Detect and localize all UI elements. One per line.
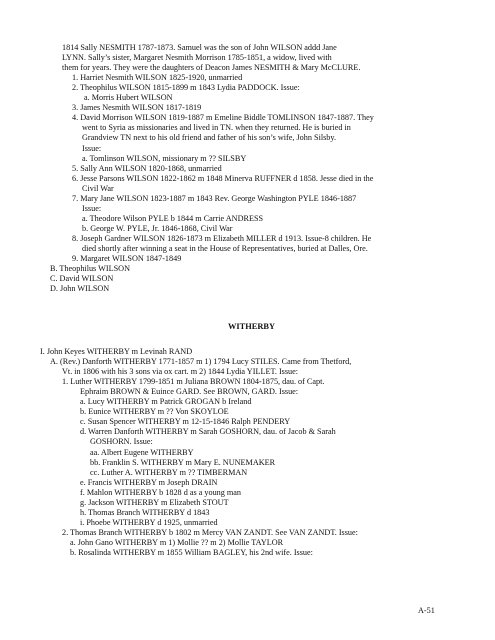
text-line: d. Warren Danforth WITHERBY m Sarah GOSHORN, dau. of Jacob & Sarah xyxy=(80,427,336,437)
text-line: 1814 Sally NESMITH 1787-1873. Samuel was the son of John WILSON addd Jane xyxy=(62,43,337,52)
text-line: 6. Jesse Parsons WILSON 1822-1862 m 1848 Minerva RUFFNER d 1858. Jesse died in the xyxy=(72,173,374,183)
text-line: B. Theophilus WILSON xyxy=(50,264,130,274)
text-line: i. Phoebe WITHERBY d 1925, unmarried xyxy=(80,517,218,527)
text-line: D. John WILSON xyxy=(50,284,110,294)
text-line: 1. Harriet Nesmith WILSON 1825-1920, unmarried xyxy=(72,73,243,83)
text-line: them for years. They were the daughters of Deacon James NESMITH & Mary McCLURE. xyxy=(62,63,361,73)
text-line: 9. Margaret WILSON 1847-1849 xyxy=(72,254,182,264)
text-line: b. George W. PYLE, Jr. 1846-1868, Civil War xyxy=(82,223,233,233)
text-line: e. Francis WITHERBY m Joseph DRAIN xyxy=(80,477,218,487)
text-line: bb. Franklin S. WITHERBY m Mary E. NUNEMAKER xyxy=(90,457,276,467)
text-line: h. Thomas Branch WITHERBY d 1843 xyxy=(80,507,210,517)
text-line: A. (Rev.) Danforth WITHERBY 1771-1857 m 1) 1794 Lucy STILES. Came from Thetford, xyxy=(50,357,352,367)
text-line: went to Syria as missionaries and lived in TN. when they returned. He is buried in xyxy=(82,123,351,133)
text-line: Vt. in 1806 with his 3 sons via ox cart. m 2) 1844 Lydia YILLET. Issue: xyxy=(62,367,299,377)
text-line: 2. Thomas Branch WITHERBY b 1802 m Mercy VAN ZANDT. See VAN ZANDT. Issue: xyxy=(62,527,358,537)
text-line: a. Tomlinson WILSON, missionary m ?? SILSBY xyxy=(82,153,247,163)
text-line: aa. Albert Eugene WITHERBY xyxy=(90,447,194,457)
text-line: died shortly after winning a seat in the House of Representatives, buried at Dalles, Ore. xyxy=(82,244,368,253)
text-line: C. David WILSON xyxy=(50,274,114,284)
text-line: cc. Luther A. WITHERBY m ?? TIMBERMAN xyxy=(90,467,248,477)
section-heading: WITHERBY xyxy=(228,322,276,331)
text-line: a. Theodore Wilson PYLE b 1844 m Carrie ANDRESS xyxy=(82,213,264,223)
text-line: 5. Sally Ann WILSON 1820-1868, unmarried xyxy=(72,163,222,173)
text-line: I. John Keyes WITHERBY m Levinah RAND xyxy=(40,347,193,356)
text-line: f. Mahlon WITHERBY b 1828 d as a young man xyxy=(80,487,241,497)
text-line: Grandview TN next to his old friend and father of his son’s wife, John Silsby. xyxy=(82,133,337,143)
text-line: 1. Luther WITHERBY 1799-1851 m Juliana BROWN 1804-1875, dau. of Capt. xyxy=(62,377,325,387)
text-line: 4. David Morrison WILSON 1819-1887 m Emeline Biddle TOMLINSON 1847-1887. They xyxy=(72,113,374,123)
text-line: a. John Gano WITHERBY m 1) Mollie ?? m 2) Mollie TAYLOR xyxy=(70,537,284,547)
text-line: c. Susan Spencer WITHERBY m 12-15-1846 Ralph PENDERY xyxy=(80,417,291,427)
page-number: A-51 xyxy=(418,606,435,615)
text-line: a. Lucy WITHERBY m Patrick GROGAN b Ireland xyxy=(80,397,252,407)
text-line: 2. Theophilus WILSON 1815-1899 m 1843 Lydia PADDOCK. Issue: xyxy=(72,83,300,93)
text-line: b. Eunice WITHERBY m ?? Von SKOYLOE xyxy=(80,407,229,417)
text-line: LYNN. Sally’s sister, Margaret Nesmith Morrison 1785-1851, a widow, lived with xyxy=(62,53,332,63)
text-line: Issue: xyxy=(82,143,102,153)
text-line: Civil War xyxy=(82,183,114,193)
text-line: b. Rosalinda WITHERBY m 1855 William BAGLEY, his 2nd wife. Issue: xyxy=(70,548,313,557)
text-line: 8. Joseph Gardner WILSON 1826-1873 m Elizabeth MILLER d 1913. Issue-8 children. He xyxy=(72,233,372,243)
text-line: 3. James Nesmith WILSON 1817-1819 xyxy=(72,103,202,113)
text-line: Issue: xyxy=(82,203,102,213)
text-line: 7. Mary Jane WILSON 1823-1887 m 1843 Rev. George Washington PYLE 1846-1887 xyxy=(72,193,357,203)
text-line: g. Jackson WITHERBY m Elizabeth STOUT xyxy=(80,497,229,507)
text-line: GOSHORN. Issue: xyxy=(90,437,153,447)
text-line: Ephraim BROWN & Euince GARD. See BROWN, GARD. Issue: xyxy=(80,387,299,397)
text-line: a. Morris Hubert WILSON xyxy=(84,93,173,103)
